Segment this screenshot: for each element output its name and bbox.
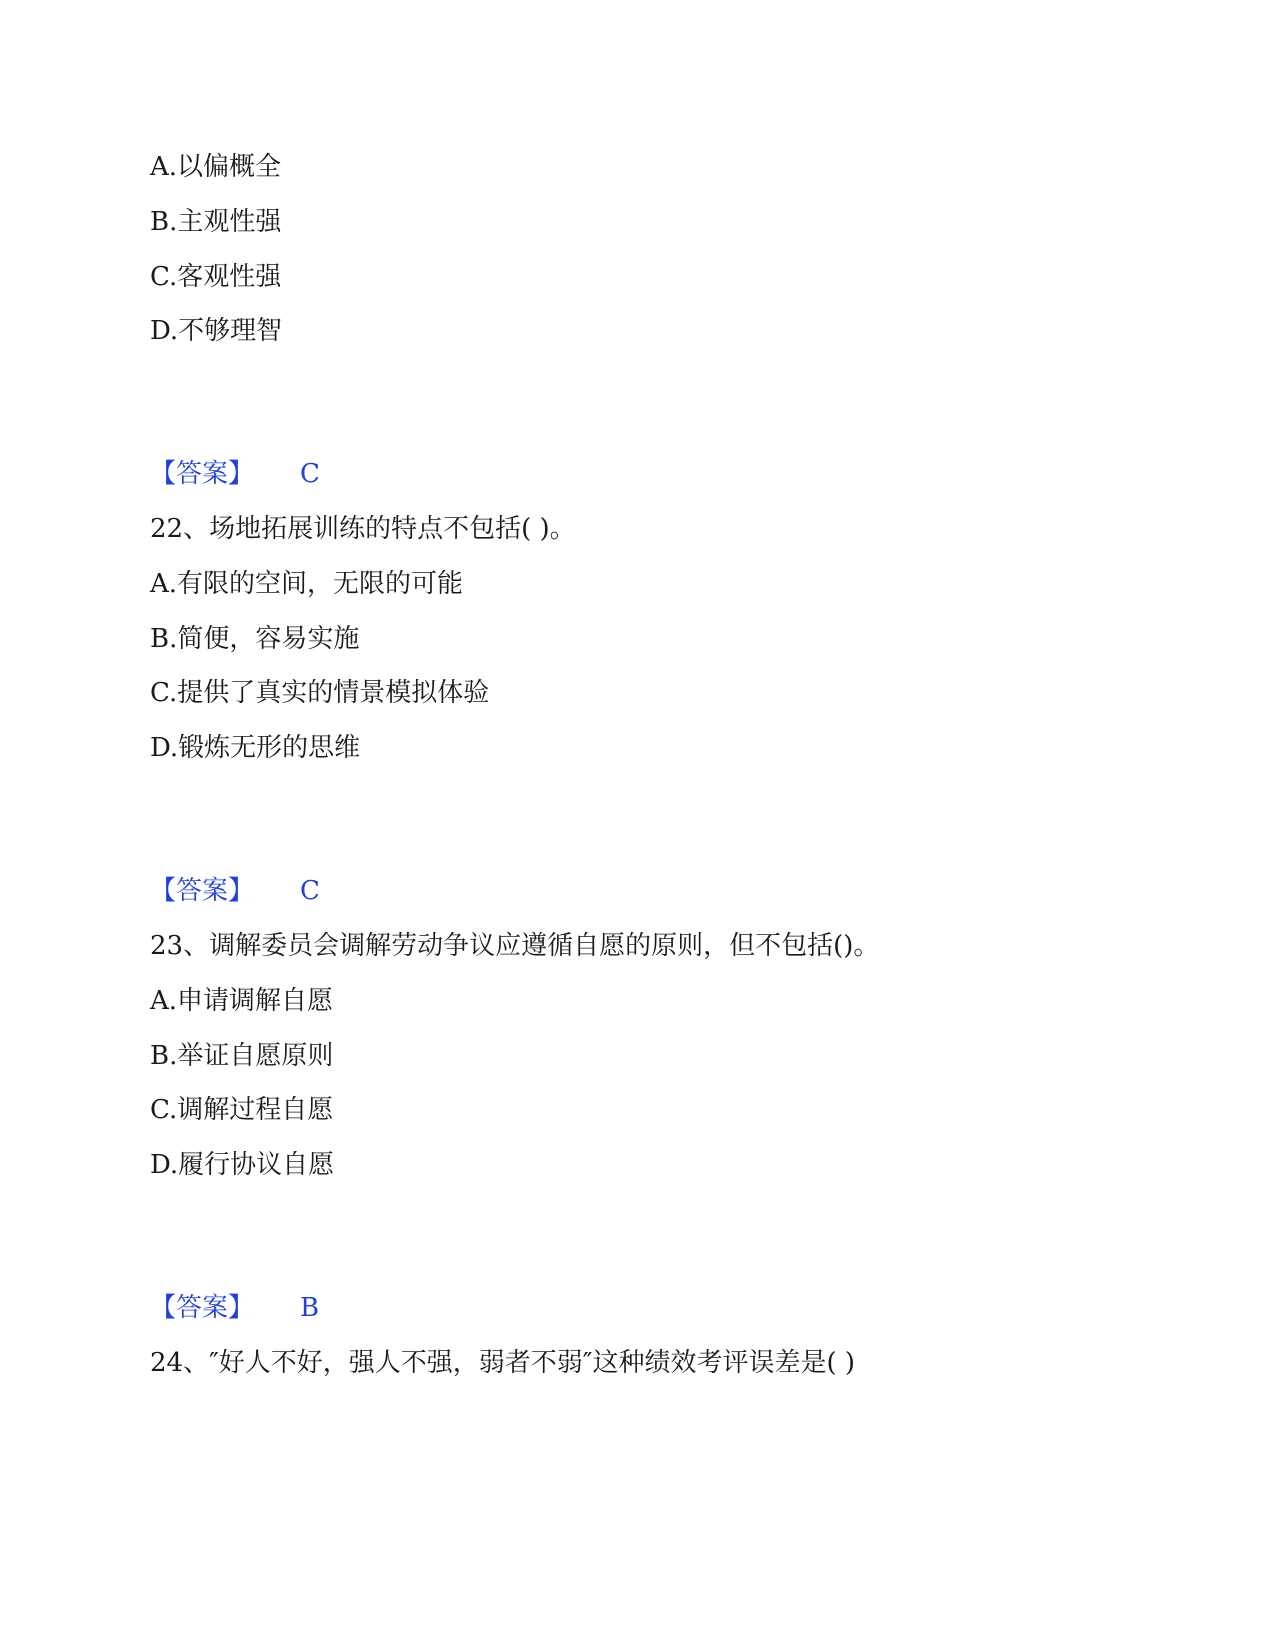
q22-answer	[150, 874, 320, 908]
q21-option-d: D.不够理智	[150, 316, 283, 346]
q23-stem: 23、调解委员会调解劳动争议应遵循自愿的原则，但不包括()。	[150, 931, 880, 961]
q23-answer	[150, 1291, 319, 1325]
q22-option-b: B.简便，容易实施	[150, 624, 360, 654]
q22-option-c: C.提供了真实的情景模拟体验	[150, 678, 490, 708]
q21-answer	[150, 457, 320, 491]
q24-stem: 24、″好人不好，强人不强，弱者不弱″这种绩效考评误差是( )	[150, 1348, 856, 1378]
q22-option-a: A.有限的空间，无限的可能	[150, 569, 464, 599]
q21-option-c: C.客观性强	[150, 262, 282, 292]
q22-answer-label: 【答案】	[150, 876, 255, 906]
q23-option-d: D.履行协议自愿	[150, 1150, 335, 1180]
q23-option-b: B.举证自愿原则	[150, 1041, 334, 1071]
q21-option-a: A.以偏概全	[150, 152, 282, 182]
q23-answer-value: B	[300, 1293, 320, 1323]
q23-option-c: C.调解过程自愿	[150, 1095, 334, 1125]
q23-answer-label: 【答案】	[150, 1293, 255, 1323]
q21-option-b: B.主观性强	[150, 207, 282, 237]
q21-answer-label: 【答案】	[150, 459, 255, 489]
q21-answer-value: C	[300, 459, 320, 489]
q22-answer-value: C	[300, 876, 320, 906]
q23-option-a: A.申请调解自愿	[150, 986, 334, 1016]
q22-stem: 22、场地拓展训练的特点不包括( )。	[150, 514, 576, 544]
q22-option-d: D.锻炼无形的思维	[150, 733, 361, 763]
